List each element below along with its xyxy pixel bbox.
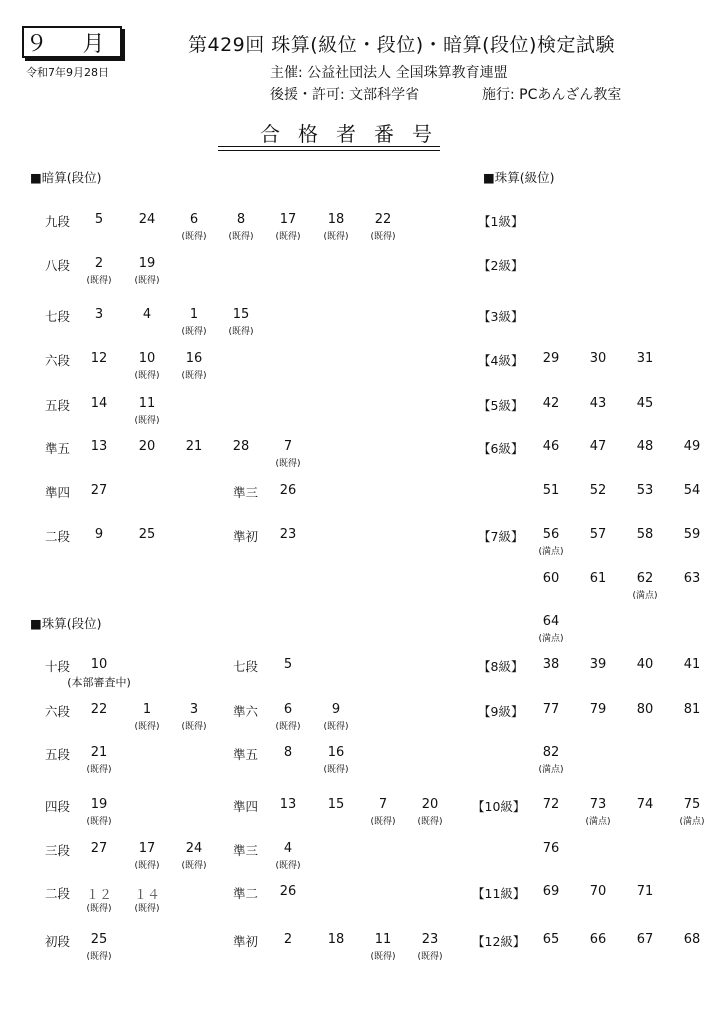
candidate-number: 71: [636, 884, 654, 899]
candidate-number: 49: [683, 439, 701, 454]
candidate-number: 4: [142, 307, 152, 322]
candidate-number: 65: [542, 932, 560, 947]
candidate-number: 52: [589, 483, 607, 498]
rank-label: 十段: [45, 659, 71, 674]
candidate-number: 75: [683, 797, 701, 812]
note-label: (既得): [417, 817, 443, 827]
candidate-number: １２: [85, 888, 112, 903]
rank-label: 準三: [233, 843, 259, 858]
candidate-number: 46: [542, 439, 560, 454]
rank-label: 準初: [233, 934, 259, 949]
candidate-number: 4: [283, 841, 293, 856]
rank-label: 八段: [45, 258, 71, 273]
candidate-number: 28: [232, 439, 250, 454]
rank-label: 六段: [45, 704, 71, 719]
candidate-number: 25: [90, 932, 108, 947]
candidate-number: 26: [279, 483, 297, 498]
note-label: (既得): [370, 817, 396, 827]
note-label: (既得): [370, 952, 396, 962]
rank-label: 【2級】: [478, 258, 524, 273]
candidate-number: 70: [589, 884, 607, 899]
candidate-number: 13: [90, 439, 108, 454]
candidate-number: 23: [279, 527, 297, 542]
candidate-number: 64: [542, 614, 560, 629]
candidate-number: 30: [589, 351, 607, 366]
rank-label: 初段: [45, 934, 71, 949]
candidate-number: 43: [589, 396, 607, 411]
candidate-number: 26: [279, 884, 297, 899]
candidate-number: 48: [636, 439, 654, 454]
candidate-number: 19: [90, 797, 108, 812]
candidate-number: 47: [589, 439, 607, 454]
candidate-number: 17: [138, 841, 156, 856]
candidate-number: 23: [421, 932, 439, 947]
note-label: (満点): [538, 634, 564, 644]
candidate-number: 39: [589, 657, 607, 672]
candidate-number: 11: [138, 396, 156, 411]
candidate-number: 9: [331, 702, 341, 717]
note-label: (既得): [228, 327, 254, 337]
candidate-number: 29: [542, 351, 560, 366]
candidate-number: 81: [683, 702, 701, 717]
candidate-number: 14: [90, 396, 108, 411]
note-label: (既得): [275, 459, 301, 469]
rank-label: 【11級】: [472, 886, 526, 901]
rank-label: 準六: [233, 704, 259, 719]
note-label: (既得): [417, 952, 443, 962]
candidate-number: 56: [542, 527, 560, 542]
note-label: (既得): [275, 722, 301, 732]
candidate-number: 27: [90, 483, 108, 498]
candidate-number: 68: [683, 932, 701, 947]
candidate-number: 67: [636, 932, 654, 947]
note-label: (既得): [86, 817, 112, 827]
candidate-number: 40: [636, 657, 654, 672]
candidate-number: 15: [327, 797, 345, 812]
candidate-number: 62: [636, 571, 654, 586]
candidate-number: 21: [90, 745, 108, 760]
candidate-number: 59: [683, 527, 701, 542]
candidate-number: 63: [683, 571, 701, 586]
candidate-number: 10: [138, 351, 156, 366]
candidate-number: 10: [90, 657, 108, 672]
candidate-number: 79: [589, 702, 607, 717]
note-label: (満点): [679, 817, 705, 827]
support-line: 後援・許可: 文部科学省: [270, 87, 420, 103]
heading-underline: [218, 146, 440, 147]
candidate-number: 58: [636, 527, 654, 542]
rank-label: 七段: [233, 659, 259, 674]
rank-label: 準三: [233, 485, 259, 500]
candidate-number: 82: [542, 745, 560, 760]
note-label: (既得): [134, 904, 160, 914]
rank-label: 五段: [45, 747, 71, 762]
candidate-number: 45: [636, 396, 654, 411]
rank-label: 五段: [45, 398, 71, 413]
note-label: (既得): [134, 416, 160, 426]
candidate-number: 80: [636, 702, 654, 717]
rank-label: 六段: [45, 353, 71, 368]
rank-label: 準四: [233, 799, 259, 814]
results-heading: 合格者番号: [260, 122, 450, 146]
candidate-number: 8: [236, 212, 246, 227]
candidate-number: １４: [133, 888, 160, 903]
note-label: (満点): [538, 547, 564, 557]
section-shuzan-dan: ■珠算(段位): [30, 616, 102, 631]
candidate-number: 76: [542, 841, 560, 856]
candidate-number: 12: [90, 351, 108, 366]
rank-label: 【9級】: [478, 704, 524, 719]
page-title: 第429回 珠算(級位・段位)・暗算(段位)検定試験: [188, 34, 615, 56]
candidate-number: 3: [189, 702, 199, 717]
note-label: (満点): [585, 817, 611, 827]
note-label: (既得): [323, 765, 349, 775]
month-badge: ９ 月: [22, 26, 122, 58]
candidate-number: 5: [283, 657, 293, 672]
candidate-number: 17: [279, 212, 297, 227]
note-label: (既得): [323, 232, 349, 242]
rank-label: 準四: [45, 485, 71, 500]
note-label: (既得): [134, 861, 160, 871]
section-anzan-dan: ■暗算(段位): [30, 170, 102, 185]
note-label: (既得): [228, 232, 254, 242]
note-label: (既得): [181, 722, 207, 732]
note-label: (既得): [181, 371, 207, 381]
rank-label: 三段: [45, 843, 71, 858]
candidate-number: 60: [542, 571, 560, 586]
candidate-number: 73: [589, 797, 607, 812]
note-label: (既得): [181, 327, 207, 337]
rank-label: 二段: [45, 886, 71, 901]
candidate-number: 41: [683, 657, 701, 672]
exam-date: 令和7年9月28日: [26, 66, 109, 79]
note-label: (既得): [134, 276, 160, 286]
rank-label: 二段: [45, 529, 71, 544]
rank-label: 準二: [233, 886, 259, 901]
note-label: (既得): [370, 232, 396, 242]
rank-label: 【7級】: [478, 529, 524, 544]
note-label: (満点): [538, 765, 564, 775]
rank-label: 【1級】: [478, 214, 524, 229]
rank-label: 準五: [45, 441, 71, 456]
candidate-number: 66: [589, 932, 607, 947]
candidate-number: 72: [542, 797, 560, 812]
candidate-number: 51: [542, 483, 560, 498]
candidate-number: 53: [636, 483, 654, 498]
candidate-number: 1: [189, 307, 199, 322]
note-label: (既得): [275, 232, 301, 242]
candidate-number: 7: [283, 439, 293, 454]
note-label: (既得): [181, 232, 207, 242]
note-label: (満点): [632, 591, 658, 601]
candidate-number: 57: [589, 527, 607, 542]
rank-label: 【5級】: [478, 398, 524, 413]
candidate-number: 8: [283, 745, 293, 760]
note-label: (既得): [86, 765, 112, 775]
candidate-number: 19: [138, 256, 156, 271]
note-label: (既得): [86, 276, 112, 286]
rank-label: 【6級】: [478, 441, 524, 456]
rank-label: 【8級】: [478, 659, 524, 674]
candidate-number: 77: [542, 702, 560, 717]
candidate-number: 69: [542, 884, 560, 899]
candidate-number: 20: [138, 439, 156, 454]
candidate-number: 42: [542, 396, 560, 411]
note-label: (既得): [86, 904, 112, 914]
candidate-number: 18: [327, 932, 345, 947]
rank-label: 【10級】: [472, 799, 526, 814]
candidate-number: 27: [90, 841, 108, 856]
rank-label: 準初: [233, 529, 259, 544]
candidate-number: 2: [94, 256, 104, 271]
candidate-number: 16: [185, 351, 203, 366]
sponsor-line: 主催: 公益社団法人 全国珠算教育連盟: [270, 65, 508, 81]
rank-label: 【4級】: [478, 353, 524, 368]
candidate-number: 74: [636, 797, 654, 812]
candidate-number: 9: [94, 527, 104, 542]
candidate-number: 3: [94, 307, 104, 322]
rank-label: 【12級】: [472, 934, 526, 949]
candidate-number: 61: [589, 571, 607, 586]
candidate-number: 16: [327, 745, 345, 760]
candidate-number: 22: [374, 212, 392, 227]
rank-label: 九段: [45, 214, 71, 229]
candidate-number: 25: [138, 527, 156, 542]
candidate-number: 5: [94, 212, 104, 227]
candidate-number: 24: [185, 841, 203, 856]
candidate-number: 1: [142, 702, 152, 717]
note-label: (本部審査中): [67, 676, 131, 689]
rank-label: 四段: [45, 799, 71, 814]
operator-line: 施行: PCあんざん教室: [482, 87, 622, 103]
note-label: (既得): [134, 371, 160, 381]
candidate-number: 24: [138, 212, 156, 227]
candidate-number: 11: [374, 932, 392, 947]
rank-label: 【3級】: [478, 309, 524, 324]
candidate-number: 15: [232, 307, 250, 322]
note-label: (既得): [86, 952, 112, 962]
note-label: (既得): [134, 722, 160, 732]
candidate-number: 18: [327, 212, 345, 227]
candidate-number: 13: [279, 797, 297, 812]
candidate-number: 22: [90, 702, 108, 717]
section-shuzan-kyu: ■珠算(級位): [483, 170, 555, 185]
candidate-number: 6: [283, 702, 293, 717]
candidate-number: 20: [421, 797, 439, 812]
candidate-number: 54: [683, 483, 701, 498]
candidate-number: 7: [378, 797, 388, 812]
candidate-number: 2: [283, 932, 293, 947]
note-label: (既得): [181, 861, 207, 871]
candidate-number: 38: [542, 657, 560, 672]
candidate-number: 21: [185, 439, 203, 454]
heading-underline: [218, 150, 440, 151]
rank-label: 準五: [233, 747, 259, 762]
candidate-number: 6: [189, 212, 199, 227]
note-label: (既得): [323, 722, 349, 732]
note-label: (既得): [275, 861, 301, 871]
rank-label: 七段: [45, 309, 71, 324]
candidate-number: 31: [636, 351, 654, 366]
